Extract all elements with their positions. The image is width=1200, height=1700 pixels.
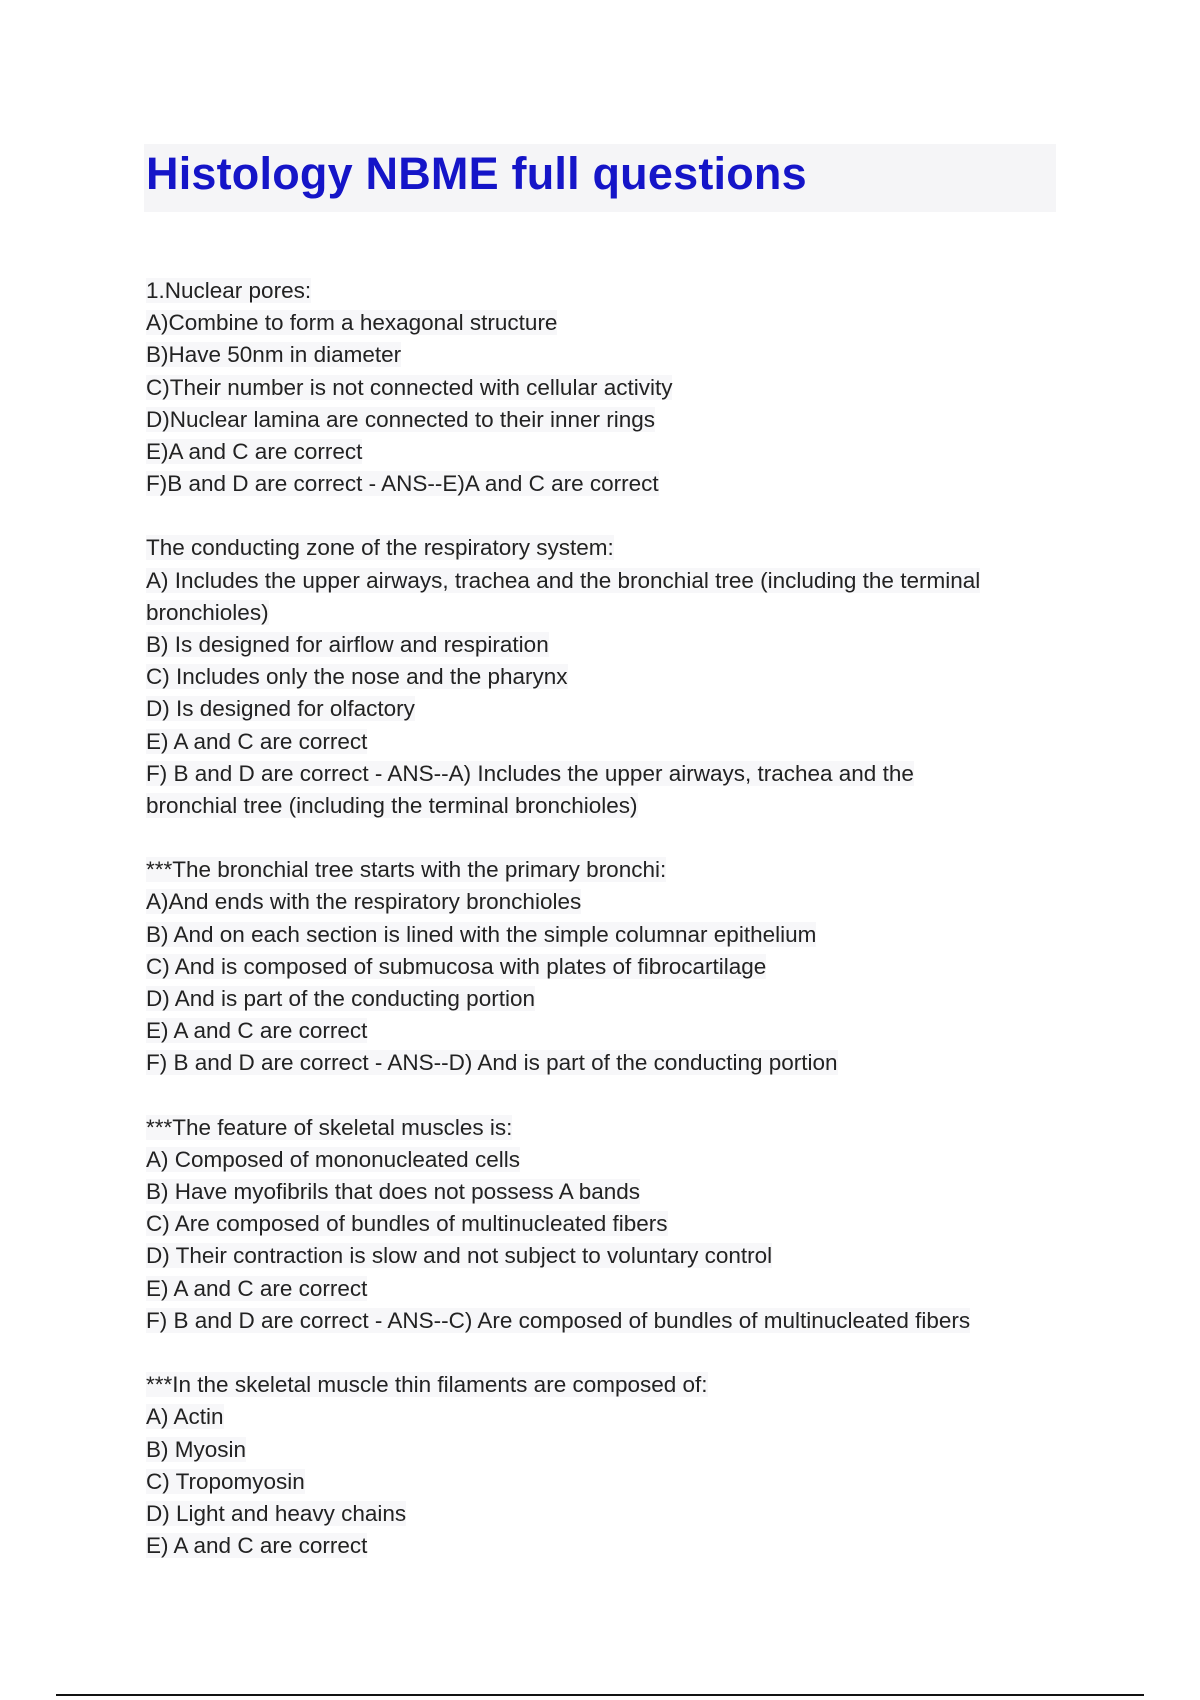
answer-option — [146, 1530, 1066, 1562]
answer-option — [146, 339, 1066, 371]
question-block — [146, 275, 1066, 500]
answer-option-text: A)And ends with the respiratory bronchioles — [146, 889, 582, 915]
answer-option — [146, 1208, 1066, 1240]
answer-option-text: C) Tropomyosin — [146, 1468, 305, 1494]
answer-option-text: A)Combine to form a hexagonal structure — [146, 310, 558, 336]
answer-option-continued — [146, 597, 1066, 629]
answer-option-text: D) And is part of the conducting portion — [146, 986, 535, 1012]
answer-option-text: D) Is designed for olfactory — [146, 696, 415, 722]
answer-option-text: F) B and D are correct - ANS--C) Are composed of bundles of multinucleated fibers — [146, 1307, 971, 1333]
question-block — [146, 1112, 1066, 1337]
answer-option — [146, 1240, 1066, 1272]
answer-option-text: C) Are composed of bundles of multinucleated fibers — [146, 1211, 668, 1237]
answer-option-text: bronchial tree (including the terminal bronchioles) — [146, 793, 638, 819]
answer-option-text: A) Composed of mononucleated cells — [146, 1146, 520, 1172]
answer-option-text: C) Includes only the nose and the pharynx — [146, 664, 568, 690]
answer-option — [146, 1434, 1066, 1466]
question-block — [146, 854, 1066, 1079]
answer-option-with-answer — [146, 1305, 1066, 1337]
question-stem-text: ***In the skeletal muscle thin filaments are composed of: — [146, 1372, 708, 1398]
answer-option-continued — [146, 790, 1066, 822]
answer-option — [146, 1144, 1066, 1176]
answer-option — [146, 307, 1066, 339]
answer-option — [146, 951, 1066, 983]
answer-option-text: F) B and D are correct - ANS--D) And is part of the conducting portion — [146, 1050, 838, 1076]
question-stem — [146, 1112, 1066, 1144]
answer-option-text: E) A and C are correct — [146, 1533, 368, 1559]
page-title: Histology NBME full questions — [146, 148, 807, 199]
question-stem-text: ***The feature of skeletal muscles is: — [146, 1114, 513, 1140]
answer-option — [146, 983, 1066, 1015]
answer-option-text: F) B and D are correct - ANS--A) Includes the upper airways, trachea and the — [146, 760, 914, 786]
answer-option — [146, 726, 1066, 758]
answer-option-with-answer — [146, 468, 1066, 500]
question-stem-text: 1.Nuclear pores: — [146, 278, 312, 303]
answer-option — [146, 1466, 1066, 1498]
question-stem — [146, 1369, 1066, 1401]
answer-option — [146, 404, 1066, 436]
answer-option — [146, 661, 1066, 693]
answer-option-text: E)A and C are correct — [146, 439, 363, 465]
answer-option — [146, 629, 1066, 661]
answer-option-text: E) A and C are correct — [146, 1018, 368, 1044]
answer-option-text: D)Nuclear lamina are connected to their inner rings — [146, 406, 655, 432]
question-block — [146, 532, 1066, 822]
footer-divider — [56, 1694, 1144, 1696]
answer-option-text: bronchioles) — [146, 599, 269, 625]
answer-option — [146, 1401, 1066, 1433]
answer-option — [146, 1015, 1066, 1047]
answer-option — [146, 919, 1066, 951]
question-block — [146, 1369, 1066, 1562]
answer-option-text: B)Have 50nm in diameter — [146, 342, 402, 368]
questions-list — [146, 275, 1066, 1594]
answer-option-text: D) Their contraction is slow and not subject to voluntary control — [146, 1243, 773, 1269]
answer-option-text: E) A and C are correct — [146, 1275, 368, 1301]
answer-option-text: B) Myosin — [146, 1436, 247, 1462]
answer-option — [146, 886, 1066, 918]
question-stem — [146, 532, 1066, 564]
answer-option-text: B) And on each section is lined with the simple columnar epithelium — [146, 921, 817, 947]
answer-option-text: E) A and C are correct — [146, 728, 368, 754]
answer-option-text: D) Light and heavy chains — [146, 1500, 407, 1526]
answer-option — [146, 693, 1066, 725]
question-stem — [146, 275, 1066, 307]
answer-option-text: B) Have myofibrils that does not possess A bands — [146, 1179, 641, 1205]
answer-option-text: B) Is designed for airflow and respiration — [146, 632, 549, 658]
answer-option-text: A) Includes the upper airways, trachea and the bronchial tree (including the terminal — [146, 567, 981, 593]
answer-option-text: F)B and D are correct - ANS--E)A and C are correct — [146, 471, 659, 497]
answer-option-text: A) Actin — [146, 1404, 224, 1430]
question-stem-text: The conducting zone of the respiratory system: — [146, 535, 614, 561]
answer-option-with-answer — [146, 758, 1066, 790]
answer-option-text: C) And is composed of submucosa with plates of fibrocartilage — [146, 953, 767, 979]
answer-option — [146, 1176, 1066, 1208]
answer-option-with-answer — [146, 1047, 1066, 1079]
answer-option — [146, 436, 1066, 468]
answer-option — [146, 372, 1066, 404]
answer-option — [146, 1273, 1066, 1305]
question-stem-text: ***The bronchial tree starts with the primary bronchi: — [146, 857, 667, 883]
answer-option — [146, 565, 1066, 597]
answer-option-text: C)Their number is not connected with cellular activity — [146, 374, 673, 400]
question-stem — [146, 854, 1066, 886]
answer-option — [146, 1498, 1066, 1530]
